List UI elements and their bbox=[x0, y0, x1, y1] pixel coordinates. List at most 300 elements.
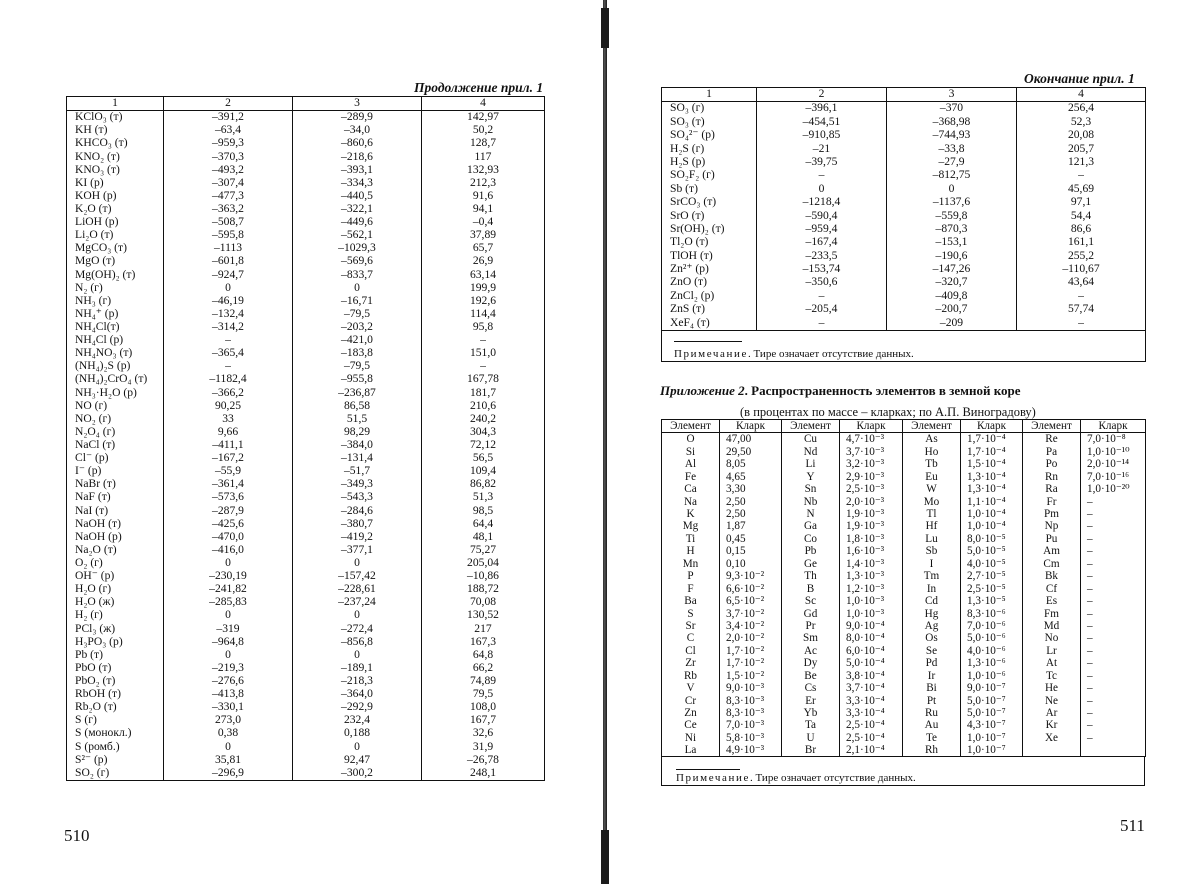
table-cell: –421,0 bbox=[293, 334, 422, 347]
table-cell: –153,74 bbox=[757, 263, 887, 276]
table-cell: Ca bbox=[662, 483, 720, 495]
table-cell: NH₄NO₃ (т) bbox=[67, 347, 164, 360]
table-row bbox=[662, 695, 1146, 707]
table-cell: –370 bbox=[887, 102, 1017, 116]
table-cell: –562,1 bbox=[293, 229, 422, 242]
table-cell: 98,5 bbox=[422, 504, 545, 517]
table-cell: Th bbox=[782, 570, 840, 582]
table-cell: 33 bbox=[164, 413, 293, 426]
table-cell: NaI (т) bbox=[67, 504, 164, 517]
table-cell: –79,5 bbox=[293, 308, 422, 321]
table-cell: 108,0 bbox=[422, 701, 545, 714]
table-cell: 0 bbox=[293, 740, 422, 753]
table-row bbox=[67, 347, 545, 360]
table-row bbox=[67, 596, 545, 609]
table-cell: –319 bbox=[164, 622, 293, 635]
table-cell: – bbox=[1081, 707, 1146, 719]
table-row bbox=[662, 483, 1146, 495]
table-cell: Mn bbox=[662, 558, 720, 570]
table-cell: 304,3 bbox=[422, 426, 545, 439]
table-cell: 117 bbox=[422, 150, 545, 163]
table-row bbox=[662, 169, 1146, 182]
table-cell: 121,3 bbox=[1017, 156, 1146, 169]
table-cell: Ru bbox=[903, 707, 961, 719]
table-cell: Gd bbox=[782, 608, 840, 620]
table-cell: –200,7 bbox=[887, 303, 1017, 316]
table-cell: H bbox=[662, 545, 720, 557]
table-cell: Ra bbox=[1023, 483, 1081, 495]
table-cell: V bbox=[662, 682, 720, 694]
table-cell: 248,1 bbox=[422, 766, 545, 780]
table-cell: 8,05 bbox=[720, 458, 782, 470]
table-cell: NaOH (т) bbox=[67, 517, 164, 530]
table-cell: 1,3·10⁻³ bbox=[840, 570, 903, 582]
table-cell: Cf bbox=[1023, 583, 1081, 595]
table-cell: –833,7 bbox=[293, 268, 422, 281]
table-cell: 51,5 bbox=[293, 413, 422, 426]
table-cell: –377,1 bbox=[293, 544, 422, 557]
table-cell: 2,5·10⁻⁵ bbox=[961, 583, 1023, 595]
col-header-element: Элемент bbox=[782, 420, 840, 433]
table-cell: 0 bbox=[164, 609, 293, 622]
end-title: Окончание прил. 1 bbox=[1024, 71, 1135, 86]
table-cell: SO₃ (г) bbox=[662, 102, 757, 116]
table-cell: –34,0 bbox=[293, 124, 422, 137]
table-cell: 0 bbox=[293, 648, 422, 661]
table-cell: – bbox=[164, 360, 293, 373]
table-row bbox=[662, 744, 1146, 756]
table-row bbox=[662, 608, 1146, 620]
table-cell: 64,8 bbox=[422, 648, 545, 661]
table-row bbox=[67, 517, 545, 530]
elements-table bbox=[661, 419, 1146, 757]
table-cell: Lr bbox=[1023, 645, 1081, 657]
table-cell: –856,8 bbox=[293, 635, 422, 648]
appendix2-title-text: . Распространенность элементов в земной коре bbox=[744, 383, 1021, 398]
table-row bbox=[67, 675, 545, 688]
table-cell: S bbox=[662, 608, 720, 620]
table-cell: –365,4 bbox=[164, 347, 293, 360]
table-cell: Sn bbox=[782, 483, 840, 495]
table-cell: – bbox=[422, 334, 545, 347]
table-cell: –110,67 bbox=[1017, 263, 1146, 276]
table-cell: Pd bbox=[903, 657, 961, 669]
table-cell: –543,3 bbox=[293, 491, 422, 504]
table-cell: 205,04 bbox=[422, 557, 545, 570]
table-cell: 66,2 bbox=[422, 662, 545, 675]
table-cell: 5,0·10⁻⁷ bbox=[961, 707, 1023, 719]
table-cell: –26,78 bbox=[422, 753, 545, 766]
table-cell: Os bbox=[903, 632, 961, 644]
table-cell: 167,7 bbox=[422, 714, 545, 727]
table-cell: –289,9 bbox=[293, 111, 422, 125]
table-row bbox=[67, 308, 545, 321]
table-cell: SO₄²⁻ (р) bbox=[662, 129, 757, 142]
table-cell: 2,1·10⁻⁴ bbox=[840, 744, 903, 756]
table-cell: Fm bbox=[1023, 608, 1081, 620]
table-cell: 64,4 bbox=[422, 517, 545, 530]
table-cell: 2,50 bbox=[720, 496, 782, 508]
table-cell: –228,61 bbox=[293, 583, 422, 596]
table-cell: O₂ (г) bbox=[67, 557, 164, 570]
table-cell: 90,25 bbox=[164, 399, 293, 412]
table-cell: 199,9 bbox=[422, 281, 545, 294]
table-cell: – bbox=[1081, 645, 1146, 657]
table-cell: –409,8 bbox=[887, 289, 1017, 302]
table-cell: NaCl (т) bbox=[67, 439, 164, 452]
table-cell: K₂O (т) bbox=[67, 203, 164, 216]
table-cell: 5,0·10⁻⁴ bbox=[840, 657, 903, 669]
table-cell: NaBr (т) bbox=[67, 478, 164, 491]
table-cell: 45,69 bbox=[1017, 182, 1146, 195]
table-cell: – bbox=[1081, 682, 1146, 694]
table-cell: –237,24 bbox=[293, 596, 422, 609]
table-cell: Re bbox=[1023, 433, 1081, 446]
table-row bbox=[662, 632, 1146, 644]
table-cell: –393,1 bbox=[293, 163, 422, 176]
col-header-2: 2 bbox=[164, 97, 293, 111]
table-cell: 4,65 bbox=[720, 471, 782, 483]
thermo-table-left bbox=[66, 96, 545, 781]
table-row bbox=[67, 255, 545, 268]
table-cell: – bbox=[1081, 670, 1146, 682]
table-row bbox=[662, 707, 1146, 719]
table-cell: Sr(OH)₂ (т) bbox=[662, 223, 757, 236]
table-cell: –955,8 bbox=[293, 373, 422, 386]
table-row bbox=[67, 557, 545, 570]
table-cell: Se bbox=[903, 645, 961, 657]
table-cell: Cr bbox=[662, 695, 720, 707]
table-cell: 79,5 bbox=[422, 688, 545, 701]
table-cell: 9,66 bbox=[164, 426, 293, 439]
table-cell: –601,8 bbox=[164, 255, 293, 268]
table-cell: 9,0·10⁻⁷ bbox=[961, 682, 1023, 694]
table-row bbox=[67, 570, 545, 583]
table-cell: –361,4 bbox=[164, 478, 293, 491]
table-cell: Zr bbox=[662, 657, 720, 669]
table-cell: 0,38 bbox=[164, 727, 293, 740]
table-cell: 8,0·10⁻⁵ bbox=[961, 533, 1023, 545]
table-cell: Po bbox=[1023, 458, 1081, 470]
table-row bbox=[67, 544, 545, 557]
table-cell: Sb bbox=[903, 545, 961, 557]
table-cell: Sc bbox=[782, 595, 840, 607]
table-cell: – bbox=[422, 360, 545, 373]
table-row bbox=[67, 740, 545, 753]
table-cell: 26,9 bbox=[422, 255, 545, 268]
table-cell: Np bbox=[1023, 520, 1081, 532]
table-row bbox=[67, 334, 545, 347]
table-cell: 86,82 bbox=[422, 478, 545, 491]
table-cell: La bbox=[662, 744, 720, 756]
table-cell: 9,0·10⁻⁴ bbox=[840, 620, 903, 632]
table-cell: –322,1 bbox=[293, 203, 422, 216]
table-cell: 5,0·10⁻⁵ bbox=[961, 545, 1023, 557]
table-cell: XeF₄ (т) bbox=[662, 316, 757, 330]
table-cell: S (г) bbox=[67, 714, 164, 727]
table-cell: Au bbox=[903, 719, 961, 731]
table-header-row bbox=[662, 420, 1146, 433]
table-cell: 1,4·10⁻³ bbox=[840, 558, 903, 570]
table-cell: 6,5·10⁻² bbox=[720, 595, 782, 607]
table-cell: Be bbox=[782, 670, 840, 682]
table-cell: 128,7 bbox=[422, 137, 545, 150]
table-row bbox=[662, 289, 1146, 302]
table-cell: 3,30 bbox=[720, 483, 782, 495]
table-row bbox=[67, 137, 545, 150]
table-cell: –363,2 bbox=[164, 203, 293, 216]
table-cell: –419,2 bbox=[293, 531, 422, 544]
table-cell: Am bbox=[1023, 545, 1081, 557]
table-row bbox=[67, 662, 545, 675]
table-row bbox=[662, 263, 1146, 276]
table-cell: PbO₂ (т) bbox=[67, 675, 164, 688]
table-cell: –230,19 bbox=[164, 570, 293, 583]
table-cell: F bbox=[662, 583, 720, 595]
table-cell: 5,8·10⁻³ bbox=[720, 732, 782, 744]
table-cell: –51,7 bbox=[293, 465, 422, 478]
table-cell: –209 bbox=[887, 316, 1017, 330]
table-row bbox=[67, 216, 545, 229]
table-cell: Ar bbox=[1023, 707, 1081, 719]
table-cell: H₂S (г) bbox=[662, 142, 757, 155]
table-cell: Pt bbox=[903, 695, 961, 707]
note-label: Примечание bbox=[674, 348, 748, 361]
table-cell: – bbox=[1081, 657, 1146, 669]
table-cell: At bbox=[1023, 657, 1081, 669]
table-cell: –508,7 bbox=[164, 216, 293, 229]
table-row bbox=[662, 645, 1146, 657]
table-cell: MgCO₃ (т) bbox=[67, 242, 164, 255]
table-cell: Pb (т) bbox=[67, 648, 164, 661]
table-cell: Dy bbox=[782, 657, 840, 669]
table-cell: –190,6 bbox=[887, 249, 1017, 262]
table-cell: 109,4 bbox=[422, 465, 545, 478]
table-cell: Pu bbox=[1023, 533, 1081, 545]
table-cell: –63,4 bbox=[164, 124, 293, 137]
table-cell: –370,3 bbox=[164, 150, 293, 163]
table-cell: K bbox=[662, 508, 720, 520]
table-row bbox=[662, 732, 1146, 744]
table-cell: H₂S (р) bbox=[662, 156, 757, 169]
col-header-2: 2 bbox=[757, 88, 887, 102]
table-cell: 240,2 bbox=[422, 413, 545, 426]
table-cell: – bbox=[164, 334, 293, 347]
table-cell: Sb (т) bbox=[662, 182, 757, 195]
table-row bbox=[67, 478, 545, 491]
table-row bbox=[662, 223, 1146, 236]
table-cell: 1,8·10⁻³ bbox=[840, 533, 903, 545]
table-cell: NH₃ (г) bbox=[67, 295, 164, 308]
table-cell: Pa bbox=[1023, 446, 1081, 458]
table-row bbox=[67, 111, 545, 125]
col-header-element: Элемент bbox=[1023, 420, 1081, 433]
table-cell: 114,4 bbox=[422, 308, 545, 321]
table-cell: – bbox=[1081, 570, 1146, 582]
table-cell: 273,0 bbox=[164, 714, 293, 727]
table-cell: Mg bbox=[662, 520, 720, 532]
table-cell: 54,4 bbox=[1017, 209, 1146, 222]
table-cell: 1,0·10⁻⁶ bbox=[961, 670, 1023, 682]
table-cell: S (ромб.) bbox=[67, 740, 164, 753]
table-row bbox=[662, 458, 1146, 470]
table-cell: –320,7 bbox=[887, 276, 1017, 289]
table-cell: Nd bbox=[782, 446, 840, 458]
table-cell: –1029,3 bbox=[293, 242, 422, 255]
table-cell: 98,29 bbox=[293, 426, 422, 439]
table-cell: Cl⁻ (р) bbox=[67, 452, 164, 465]
table-cell: –233,5 bbox=[757, 249, 887, 262]
table-cell: 0 bbox=[757, 182, 887, 195]
table-cell: –55,9 bbox=[164, 465, 293, 478]
table-cell: 86,58 bbox=[293, 399, 422, 412]
table-cell: 232,4 bbox=[293, 714, 422, 727]
table-cell: 167,78 bbox=[422, 373, 545, 386]
table-cell: Cu bbox=[782, 433, 840, 446]
table-cell: – bbox=[757, 169, 887, 182]
table-cell: SO₂ (г) bbox=[67, 766, 164, 780]
table-cell: NO (г) bbox=[67, 399, 164, 412]
table-cell: – bbox=[1081, 608, 1146, 620]
table-cell: 31,9 bbox=[422, 740, 545, 753]
table-row bbox=[662, 433, 1146, 446]
table-cell: 3,3·10⁻⁴ bbox=[840, 695, 903, 707]
table-cell: 0,10 bbox=[720, 558, 782, 570]
col-header-1: 1 bbox=[67, 97, 164, 111]
table-cell: C bbox=[662, 632, 720, 644]
table-cell: – bbox=[757, 289, 887, 302]
table-cell: –349,3 bbox=[293, 478, 422, 491]
table-cell: 7,0·10⁻⁶ bbox=[961, 620, 1023, 632]
table-cell: 2,5·10⁻⁴ bbox=[840, 719, 903, 731]
table-cell: Sm bbox=[782, 632, 840, 644]
table-cell: –380,7 bbox=[293, 517, 422, 530]
elements-table-note bbox=[661, 756, 1145, 786]
table-cell: 1,7·10⁻⁴ bbox=[961, 446, 1023, 458]
table-cell: –272,4 bbox=[293, 622, 422, 635]
table-cell: 47,00 bbox=[720, 433, 782, 446]
table-cell: NaF (т) bbox=[67, 491, 164, 504]
table-cell: Md bbox=[1023, 620, 1081, 632]
table-cell: 9,0·10⁻³ bbox=[720, 682, 782, 694]
table-cell: 4,7·10⁻³ bbox=[840, 433, 903, 446]
table-cell: 4,0·10⁻⁵ bbox=[961, 558, 1023, 570]
table-cell: 63,14 bbox=[422, 268, 545, 281]
table-cell: RbOH (т) bbox=[67, 688, 164, 701]
table-row bbox=[67, 399, 545, 412]
table-cell: 51,3 bbox=[422, 491, 545, 504]
table-cell: Tl bbox=[903, 508, 961, 520]
table-row bbox=[67, 439, 545, 452]
table-cell: KH (т) bbox=[67, 124, 164, 137]
table-cell: –10,86 bbox=[422, 570, 545, 583]
table-row bbox=[662, 303, 1146, 316]
table-cell: Ag bbox=[903, 620, 961, 632]
col-header-clarke: Кларк bbox=[1081, 420, 1146, 433]
table-cell: 205,7 bbox=[1017, 142, 1146, 155]
table-cell: 181,7 bbox=[422, 386, 545, 399]
table-cell: 8,3·10⁻³ bbox=[720, 707, 782, 719]
table-cell: Cl bbox=[662, 645, 720, 657]
table-cell: –396,1 bbox=[757, 102, 887, 116]
table-cell: Na bbox=[662, 496, 720, 508]
table-note bbox=[662, 330, 1146, 361]
table-cell: Y bbox=[782, 471, 840, 483]
table-cell: Zn bbox=[662, 707, 720, 719]
table-row bbox=[67, 609, 545, 622]
table-cell: 91,6 bbox=[422, 190, 545, 203]
table-cell: No bbox=[1023, 632, 1081, 644]
table-cell: 4,0·10⁻⁶ bbox=[961, 645, 1023, 657]
table-row bbox=[67, 281, 545, 294]
table-cell: –205,4 bbox=[757, 303, 887, 316]
table-row bbox=[662, 670, 1146, 682]
table-cell: Ce bbox=[662, 719, 720, 731]
appendix2-title bbox=[660, 383, 1021, 399]
table-row bbox=[67, 321, 545, 334]
table-cell: –330,1 bbox=[164, 701, 293, 714]
table-cell: 1,2·10⁻³ bbox=[840, 583, 903, 595]
table-row bbox=[67, 163, 545, 176]
table-cell: – bbox=[1081, 583, 1146, 595]
table-cell: H₂O (г) bbox=[67, 583, 164, 596]
table-cell: –292,9 bbox=[293, 701, 422, 714]
table-cell: TlOH (т) bbox=[662, 249, 757, 262]
col-header-clarke: Кларк bbox=[840, 420, 903, 433]
table-cell: Ir bbox=[903, 670, 961, 682]
table-row bbox=[67, 583, 545, 596]
table-row bbox=[67, 386, 545, 399]
table-cell: I⁻ (р) bbox=[67, 465, 164, 478]
table-cell: 94,1 bbox=[422, 203, 545, 216]
table-row bbox=[67, 452, 545, 465]
table-cell: SrO (т) bbox=[662, 209, 757, 222]
table-row bbox=[662, 102, 1146, 116]
table-cell: Zn²⁺ (р) bbox=[662, 263, 757, 276]
table-row bbox=[662, 570, 1146, 582]
table-cell: (NH₄)₂CrO₄ (т) bbox=[67, 373, 164, 386]
table-cell: 7,0·10⁻¹⁶ bbox=[1081, 471, 1146, 483]
table-cell: –454,51 bbox=[757, 115, 887, 128]
table-cell: 2,7·10⁻⁵ bbox=[961, 570, 1023, 582]
table-cell: 5,0·10⁻⁶ bbox=[961, 632, 1023, 644]
table-cell: –350,6 bbox=[757, 276, 887, 289]
table-cell: –1137,6 bbox=[887, 196, 1017, 209]
table-cell: O bbox=[662, 433, 720, 446]
table-cell: 1,3·10⁻⁶ bbox=[961, 657, 1023, 669]
table-cell: 29,50 bbox=[720, 446, 782, 458]
table-cell: 0 bbox=[293, 281, 422, 294]
table-cell: –910,85 bbox=[757, 129, 887, 142]
table-row bbox=[67, 373, 545, 386]
table-cell: –449,6 bbox=[293, 216, 422, 229]
col-header-4: 4 bbox=[422, 97, 545, 111]
table-cell: Tc bbox=[1023, 670, 1081, 682]
table-cell: As bbox=[903, 433, 961, 446]
table-cell: –959,3 bbox=[164, 137, 293, 150]
table-cell: 1,5·10⁻⁴ bbox=[961, 458, 1023, 470]
table-cell: 92,47 bbox=[293, 753, 422, 766]
table-cell: 0,15 bbox=[720, 545, 782, 557]
table-cell: –300,2 bbox=[293, 766, 422, 780]
note-text: . Тире означает отсутствие данных. bbox=[749, 772, 916, 784]
table-cell: N₂O₄ (г) bbox=[67, 426, 164, 439]
table-cell: Nb bbox=[782, 496, 840, 508]
table-row bbox=[662, 583, 1146, 595]
table-cell: 0 bbox=[164, 648, 293, 661]
table-cell: 0 bbox=[164, 740, 293, 753]
table-cell: 97,1 bbox=[1017, 196, 1146, 209]
